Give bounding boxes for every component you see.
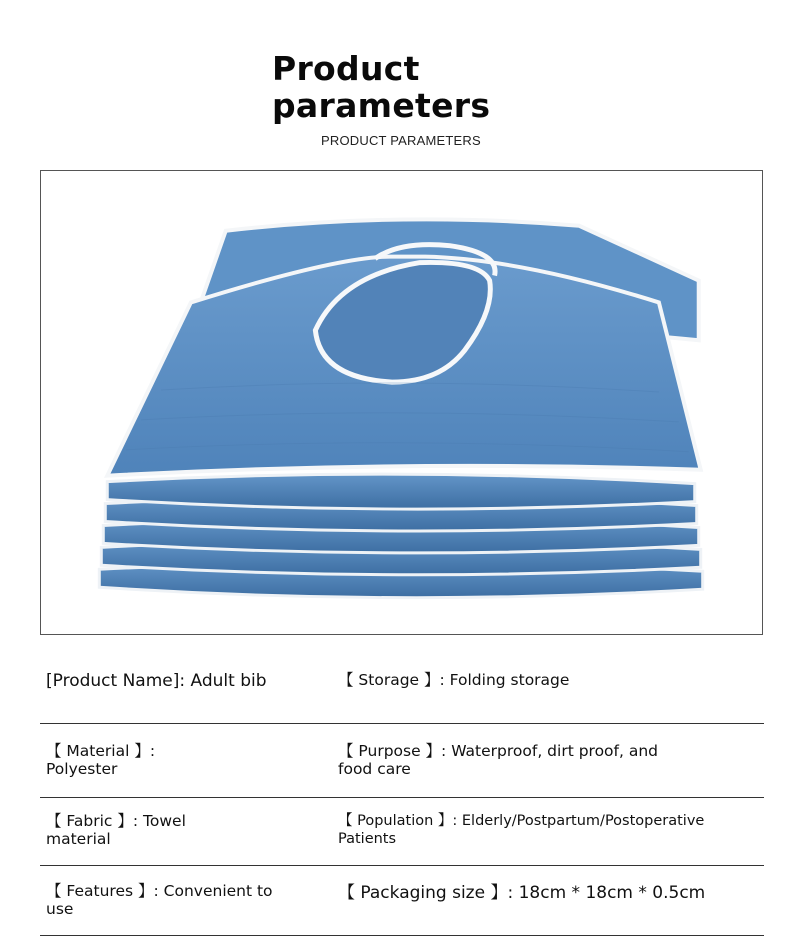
product-name-param: [Product Name]: Adult bib [46,671,267,691]
param-row-4 [40,866,764,936]
features-param: 【 Features 】: Convenient to use [46,882,273,918]
purpose-param: 【 Purpose 】: Waterproof, dirt proof, and food care [338,742,659,778]
product-photo [40,170,763,635]
param-row-3 [40,798,764,866]
stacked-bibs-illustration [41,171,762,634]
param-row-2 [40,724,764,798]
population-param: 【 Population 】: Elderly/Postpartum/Postoperative Patients [338,813,705,847]
fabric-param: 【 Fabric 】: Towel material [46,812,186,848]
page-subtitle: PRODUCT PARAMETERS [321,133,481,148]
storage-param: 【 Storage 】: Folding storage [338,671,570,689]
material-param: 【 Material 】: Polyester [46,742,156,778]
bib-stack-layers [99,474,702,598]
packaging-size-param: 【 Packaging size 】: 18cm * 18cm * 0.5cm [338,883,706,903]
page-title-line-1: Product [272,49,420,88]
page-title [272,50,490,124]
page-title-line-2: parameters [272,86,491,125]
param-row-1 [40,662,764,724]
